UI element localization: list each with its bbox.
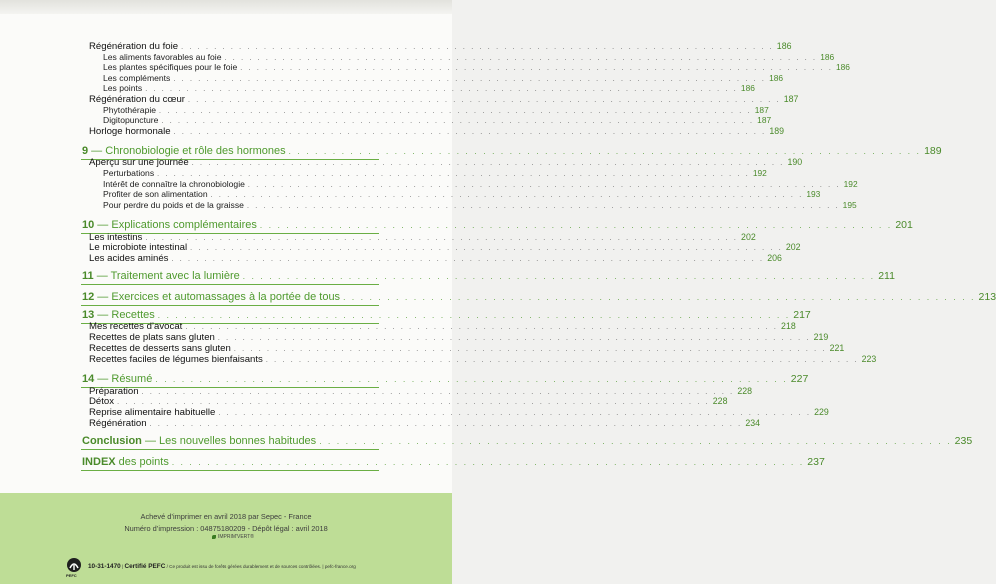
pefc-logo — [66, 557, 86, 578]
dot-leader: . . . . . . . . . . . . . . . . . . . . . . . . . . . . . . . . . . . . . . . . . . . . . . . . . . . . . . . . . . . . . . . . . . . . . . . . — [191, 160, 785, 167]
page-number: 186 — [769, 73, 784, 83]
dot-leader: . . . . . . . . . . . . . . . . . . . . . . . . . . . . . . . . . . . . . . . . . . . . . . . . . . . . . . . . . . . . . . . . . . . . . . . . — [149, 421, 743, 428]
page-number: 213 — [978, 291, 996, 303]
page-number: 190 — [787, 157, 803, 167]
page-number: 221 — [829, 343, 845, 353]
toc-entry — [103, 83, 755, 93]
dot-leader: . . . . . . . . . . . . . . . . . . . . . . . . . . . . . . . . . . . . . . . . . . . . . . . . . . . . . . . . . . . . . . . . . . . . . . . . — [233, 346, 827, 353]
dot-leader: . . . . . . . . . . . . . . . . . . . . . . . . . . . . . . . . . . . . . . . . . . . . . . . . . . . . . . . . . . . . . . . . . . . . . . . . — [185, 324, 779, 331]
section-title: des points — [115, 456, 169, 468]
dot-leader: . . . . . . . . . . . . . . . . . . . . . . . . . . . . . . . . . . . . . . . . . . . . . . . . . . . . . . . . . . . . . . . . . . . . . . . . — [173, 76, 767, 83]
toc-entry-label: Phytothérapie — [103, 105, 157, 115]
dot-leader: . . . . . . . . . . . . . . . . . . . . . . . . . . . . . . . . . . . . . . . . . . . . . . . . . . . . . . . . . . . . . . . . . . . . . . . . — [242, 272, 876, 281]
toc-entry — [89, 253, 782, 264]
toc-entry-label: 13 — Recettes — [82, 309, 155, 321]
page-number: 201 — [895, 219, 913, 231]
dot-leader: . . . . . . . . . . . . . . . . . . . . . . . . . . . . . . . . . . . . . . . . . . . . . . . . . . . . . . . . . . . . . . . . . . . . . . . . — [145, 235, 739, 242]
toc-entry — [89, 407, 829, 418]
dot-leader: . . . . . . . . . . . . . . . . . . . . . . . . . . . . . . . . . . . . . . . . . . . . . . . . . . . . . . . . . . . . . . . . . . . . . . . . — [161, 118, 755, 125]
page-number: 219 — [813, 332, 829, 342]
toc-entry — [103, 105, 769, 115]
chapter-title: Explications complémentaires — [111, 219, 257, 231]
toc-entry — [89, 126, 784, 137]
page-number: 192 — [843, 179, 858, 189]
toc-entry-label: Digitopuncture — [103, 115, 159, 125]
dot-leader: . . . . . . . . . . . . . . . . . . . . . . . . . . . . . . . . . . . . . . . . . . . . . . . . . . . . . . . . . . . . . . . . . . . . . . . . — [155, 375, 788, 384]
dot-leader: . . . . . . . . . . . . . . . . . . . . . . . . . . . . . . . . . . . . . . . . . . . . . . . . . . . . . . . . . . . . . . . . . . . . . . . . — [246, 203, 840, 210]
chapter-title: Traitement avec la lumière — [110, 270, 240, 282]
toc-entry-label: Horloge hormonale — [89, 126, 171, 137]
toc-entry — [103, 179, 858, 189]
dot-leader: . . . . . . . . . . . . . . . . . . . . . . . . . . . . . . . . . . . . . . . . . . . . . . . . . . . . . . . . . . . . . . . . . . . . . . . . — [188, 97, 781, 104]
pefc-certification: 10-31-1470 | Certifié PEFC / Ce produit est issu de forêts gérées durablement et de sources contrôlées. | pefc-france.org — [88, 563, 356, 570]
toc-entry-label: Régénération du cœur — [89, 94, 185, 105]
page-number: 189 — [769, 126, 784, 136]
toc-entry-label: Les plantes spécifiques pour le foie — [103, 62, 238, 72]
toc-entry — [89, 396, 728, 407]
dot-leader: . . . . . . . . . . . . . . . . . . . . . . . . . . . . . . . . . . . . . . . . . . . . . . . . . . . . . . . . . . . . . . . . . . . . . . . . — [210, 192, 804, 199]
page-number: 186 — [820, 52, 835, 62]
chapter-number: 10 — [82, 219, 95, 231]
toc-entry-label: Recettes de desserts sans gluten — [89, 343, 231, 354]
page-number: 229 — [814, 407, 829, 417]
toc-entry — [89, 386, 753, 397]
dot-leader: . . . . . . . . . . . . . . . . . . . . . . . . . . . . . . . . . . . . . . . . . . . . . . . . . . . . . . . . . . . . . . . . . . . . . . . . — [224, 55, 818, 62]
toc-entry — [82, 219, 913, 231]
toc-entry-label: Intérêt de connaître la chronobiologie — [103, 179, 245, 189]
page-number: 186 — [835, 62, 850, 72]
leaf-icon — [212, 535, 216, 539]
page-number: 192 — [752, 168, 767, 178]
chapter-number: 14 — [82, 373, 95, 385]
print-info-line: Achevé d’imprimer en avril 2018 par Sepec - France — [140, 512, 312, 521]
page-number: 227 — [790, 373, 809, 385]
chapter-title: Recettes — [111, 309, 155, 321]
toc-entry — [103, 73, 784, 83]
toc-entry-label: Perturbations — [103, 168, 155, 178]
chapter-number: 13 — [82, 309, 95, 321]
dot-leader: . . . . . . . . . . . . . . . . . . . . . . . . . . . . . . . . . . . . . . . . . . . . . . . . . . . . . . . . . . . . . . . . . . . . . . . . — [173, 129, 767, 136]
page-number: 218 — [781, 321, 796, 331]
page-top-edge — [0, 0, 452, 14]
chapter-title: Résumé — [111, 373, 153, 385]
toc-entry — [89, 157, 803, 168]
dot-leader: . . . . . . . . . . . . . . . . . . . . . . . . . . . . . . . . . . . . . . . . . . . . . . . . . . . . . . . . . . . . . . . . . . . . . . . . — [181, 44, 774, 51]
toc-entry — [82, 373, 809, 385]
toc-entry-label: Les intestins — [89, 232, 143, 243]
dot-leader: . . . . . . . . . . . . . . . . . . . . . . . . . . . . . . . . . . . . . . . . . . . . . . . . . . . . . . . . . . . . . . . . . . . . . . . . — [247, 182, 841, 189]
toc-entry — [89, 242, 801, 253]
dot-leader: . . . . . . . . . . . . . . . . . . . . . . . . . . . . . . . . . . . . . . . . . . . . . . . . . . . . . . . . . . . . . . . . . . . . . . . . — [190, 245, 783, 252]
pefc-code: 10-31-1470 — [88, 563, 121, 570]
chapter-underline — [81, 284, 379, 285]
dot-leader: . . . . . . . . . . . . . . . . . . . . . . . . . . . . . . . . . . . . . . . . . . . . . . . . . . . . . . . . . . . . . . . . . . . . . . . . — [319, 437, 952, 446]
page-number: 186 — [776, 41, 792, 51]
dot-leader: . . . . . . . . . . . . . . . . . . . . . . . . . . . . . . . . . . . . . . . . . . . . . . . . . . . . . . . . . . . . . . . . . . . . . . . . — [157, 311, 791, 320]
toc-entry — [103, 52, 835, 62]
chapter-underline — [81, 449, 379, 450]
page-number: 211 — [878, 270, 895, 282]
toc-entry-label: Les points — [103, 83, 143, 93]
dot-leader: . . . . . . . . . . . . . . . . . . . . . . . . . . . . . . . . . . . . . . . . . . . . . . . . . . . . . . . . . . . . . . . . . . . . . . . . — [265, 357, 859, 364]
toc-entry-label: Reprise alimentaire habituelle — [89, 407, 216, 418]
imprimvert-text: IMPRIM'VERT® — [218, 534, 254, 540]
page-number: 193 — [806, 189, 821, 199]
pefc-logo-text: PEFC — [66, 573, 77, 578]
dot-leader: . . . . . . . . . . . . . . . . . . . . . . . . . . . . . . . . . . . . . . . . . . . . . . . . . . . . . . . . . . . . . . . . . . . . . . . . — [218, 410, 812, 417]
toc-entry-label: Les compléments — [103, 73, 171, 83]
page-number: 189 — [924, 145, 942, 157]
toc-entry — [89, 321, 796, 332]
dot-leader: . . . . . . . . . . . . . . . . . . . . . . . . . . . . . . . . . . . . . . . . . . . . . . . . . . . . . . . . . . . . . . . . . . . . . . . . — [157, 171, 750, 178]
toc-entry-label: Les aliments favorables au foie — [103, 52, 222, 62]
toc-entry — [82, 145, 942, 157]
toc-entry-label: Aperçu sur une journée — [89, 157, 189, 168]
page-number: 235 — [954, 435, 973, 447]
pefc-certifie: Certifié PEFC — [124, 563, 166, 570]
toc-entry — [89, 354, 877, 365]
toc-entry-label: Profiter de son alimentation — [103, 189, 208, 199]
page-number: 206 — [767, 253, 782, 263]
page-number: 228 — [712, 396, 728, 406]
toc-entry — [103, 189, 821, 199]
toc-entry-label: Les acides aminés — [89, 253, 169, 264]
toc-entry-label: Recettes de plats sans gluten — [89, 332, 215, 343]
chapter-number: 9 — [82, 145, 89, 157]
page-number: 228 — [737, 386, 753, 396]
toc-entry — [103, 62, 850, 72]
toc-entry-label: Détox — [89, 396, 115, 407]
dot-leader: . . . . . . . . . . . . . . . . . . . . . . . . . . . . . . . . . . . . . . . . . . . . . . . . . . . . . . . . . . . . . . . . . . . . . . . . — [117, 399, 710, 406]
chapter-underline — [81, 305, 379, 306]
toc-entry — [82, 456, 825, 468]
toc-entry-label: 11 — Traitement avec la lumière — [82, 270, 240, 282]
toc-entry-label: 14 — Résumé — [82, 373, 153, 385]
page-number: 237 — [807, 456, 825, 468]
dot-leader: . . . . . . . . . . . . . . . . . . . . . . . . . . . . . . . . . . . . . . . . . . . . . . . . . . . . . . . . . . . . . . . . . . . . . . . . — [171, 458, 805, 467]
toc-entry-label: Préparation — [89, 386, 139, 397]
toc-entry-label — [82, 457, 169, 468]
chapter-number: 11 — [82, 270, 94, 282]
page-number: 223 — [861, 354, 877, 364]
toc-entry-label: Pour perdre du poids et de la graisse — [103, 200, 244, 210]
dot-leader: . . . . . . . . . . . . . . . . . . . . . . . . . . . . . . . . . . . . . . . . . . . . . . . . . . . . . . . . . . . . . . . . . . . . . . . . — [217, 335, 811, 342]
page-number: 195 — [842, 200, 857, 210]
section-word: Conclusion — [82, 435, 142, 447]
pefc-tree-icon — [66, 557, 86, 573]
toc-entry-label: 9 — Chronobiologie et rôle des hormones — [82, 145, 286, 157]
toc-entry — [82, 291, 996, 303]
toc-entry — [89, 94, 799, 105]
dot-leader: . . . . . . . . . . . . . . . . . . . . . . . . . . . . . . . . . . . . . . . . . . . . . . . . . . . . . . . . . . . . . . . . . . . . . . . . — [343, 293, 976, 302]
dot-leader: . . . . . . . . . . . . . . . . . . . . . . . . . . . . . . . . . . . . . . . . . . . . . . . . . . . . . . . . . . . . . . . . . . . . . . . . — [159, 108, 752, 115]
page-number: 186 — [740, 83, 755, 93]
page-number: 202 — [785, 242, 801, 252]
toc-entry-label: 10 — Explications complémentaires — [82, 219, 257, 231]
toc-entry-label: Recettes faciles de légumes bienfaisants — [89, 354, 263, 365]
toc-entry — [82, 309, 811, 321]
toc-entry — [89, 418, 761, 429]
toc-entry — [103, 200, 857, 210]
pefc-site: pefc-france.org — [324, 564, 356, 569]
page-number: 187 — [757, 115, 772, 125]
toc-entry — [89, 343, 845, 354]
page-number: 187 — [783, 94, 799, 104]
toc-entry-label: Régénération — [89, 418, 147, 429]
pefc-description: Ce produit est issu de forêts gérées durablement et de sources contrôlées. — [169, 564, 322, 569]
chapter-underline — [81, 470, 379, 471]
toc-entry — [103, 168, 767, 178]
chapter-number: 12 — [82, 291, 95, 303]
toc-entry-label: Mes recettes d’avocat — [89, 321, 183, 332]
chapter-title: Chronobiologie et rôle des hormones — [105, 145, 286, 157]
dot-leader: . . . . . . . . . . . . . . . . . . . . . . . . . . . . . . . . . . . . . . . . . . . . . . . . . . . . . . . . . . . . . . . . . . . . . . . . — [145, 86, 738, 93]
dot-leader: . . . . . . . . . . . . . . . . . . . . . . . . . . . . . . . . . . . . . . . . . . . . . . . . . . . . . . . . . . . . . . . . . . . . . . . . — [288, 147, 922, 156]
toc-entry — [103, 115, 772, 125]
dot-leader: . . . . . . . . . . . . . . . . . . . . . . . . . . . . . . . . . . . . . . . . . . . . . . . . . . . . . . . . . . . . . . . . . . . . . . . . — [259, 221, 893, 230]
imprimvert-label — [212, 534, 254, 540]
dot-leader: . . . . . . . . . . . . . . . . . . . . . . . . . . . . . . . . . . . . . . . . . . . . . . . . . . . . . . . . . . . . . . . . . . . . . . . . — [171, 256, 765, 263]
legal-deposit-line: Numéro d’impression : 04875180209 - Dépôt légal : avril 2018 — [124, 524, 328, 533]
page-number: 234 — [745, 418, 761, 428]
dot-leader: . . . . . . . . . . . . . . . . . . . . . . . . . . . . . . . . . . . . . . . . . . . . . . . . . . . . . . . . . . . . . . . . . . . . . . . . — [141, 389, 735, 396]
page-number: 187 — [754, 105, 769, 115]
section-title: — Les nouvelles bonnes habitudes — [141, 435, 317, 447]
toc-entry-label: 12 — Exercices et automassages à la portée de tous — [82, 291, 341, 303]
page-number: 202 — [741, 232, 756, 242]
dot-leader: . . . . . . . . . . . . . . . . . . . . . . . . . . . . . . . . . . . . . . . . . . . . . . . . . . . . . . . . . . . . . . . . . . . . . . . . — [240, 65, 833, 72]
toc-entry-label — [82, 436, 316, 447]
toc-entry — [89, 41, 792, 52]
page-number: 217 — [793, 309, 811, 321]
toc-entry — [82, 435, 973, 447]
toc-entry — [82, 270, 895, 282]
chapter-title: Exercices et automassages à la portée de tous — [111, 291, 341, 303]
toc-entry-label: Régénération du foie — [89, 41, 179, 52]
toc-entry — [89, 332, 829, 343]
toc-entry-label: Le microbiote intestinal — [89, 242, 188, 253]
section-word: INDEX — [82, 456, 116, 468]
